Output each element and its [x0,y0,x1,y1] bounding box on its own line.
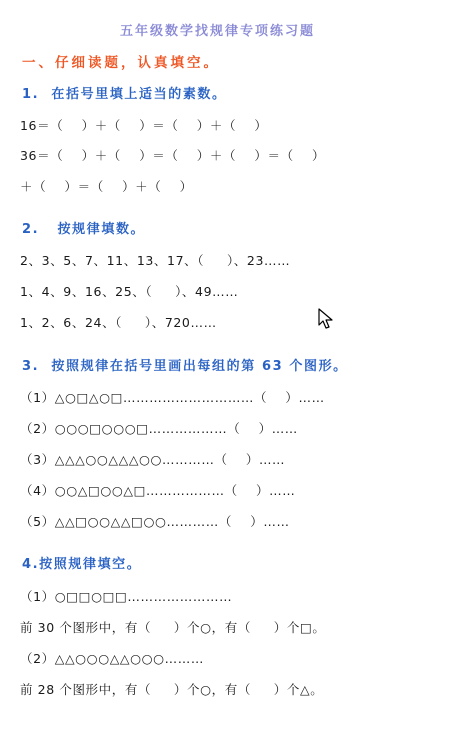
question-2-line: 1、4、9、16、25、（ ）、49…… [20,284,239,299]
question-3-line: （2）○○○□○○○□………………（ ）…… [20,421,298,436]
mouse-pointer-icon [318,308,334,330]
question-4-line: （1）○□□○□□…………………… [20,589,233,604]
worksheet-title: 五年级数学找规律专项练习题 [120,24,316,39]
question-2-heading: 2. 按规律填数。 [22,222,146,237]
question-4-line: 前 30 个图形中，有（ ）个○，有（ ）个□。 [20,620,326,635]
question-1-line: 16＝（ ）＋（ ）＝（ ）＋（ ） [20,118,268,133]
question-3-line: （1）△○□△○□…………………………（ ）…… [20,390,325,405]
question-3-line: （3）△△△○○△△△○○…………（ ）…… [20,452,286,467]
section-heading: 一、仔细读题，认真填空。 [22,55,220,71]
question-1-line: ＋（ ）＝（ ）＋（ ） [20,179,193,194]
question-1-line: 36＝（ ）＋（ ）＝（ ）＋（ ）＝（ ） [20,148,326,163]
question-4-line: 前 28 个图形中，有（ ）个○，有（ ）个△。 [20,682,324,697]
question-4-heading: 4.按照规律填空。 [22,557,142,572]
question-2-line: 1、2、6、24、（ ）、720…… [20,315,217,330]
question-3-line: （4）○○△□○○△□………………（ ）…… [20,483,296,498]
question-4-line: （2）△△○○○△△○○○……… [20,651,204,666]
question-2-line: 2、3、5、7、11、13、17、（ ）、23…… [20,253,291,268]
question-3-line: （5）△△□○○△△□○○…………（ ）…… [20,514,290,529]
question-1-heading: 1. 在括号里填上适当的素数。 [22,87,227,102]
question-3-heading: 3. 按照规律在括号里画出每组的第 63 个图形。 [22,359,348,374]
